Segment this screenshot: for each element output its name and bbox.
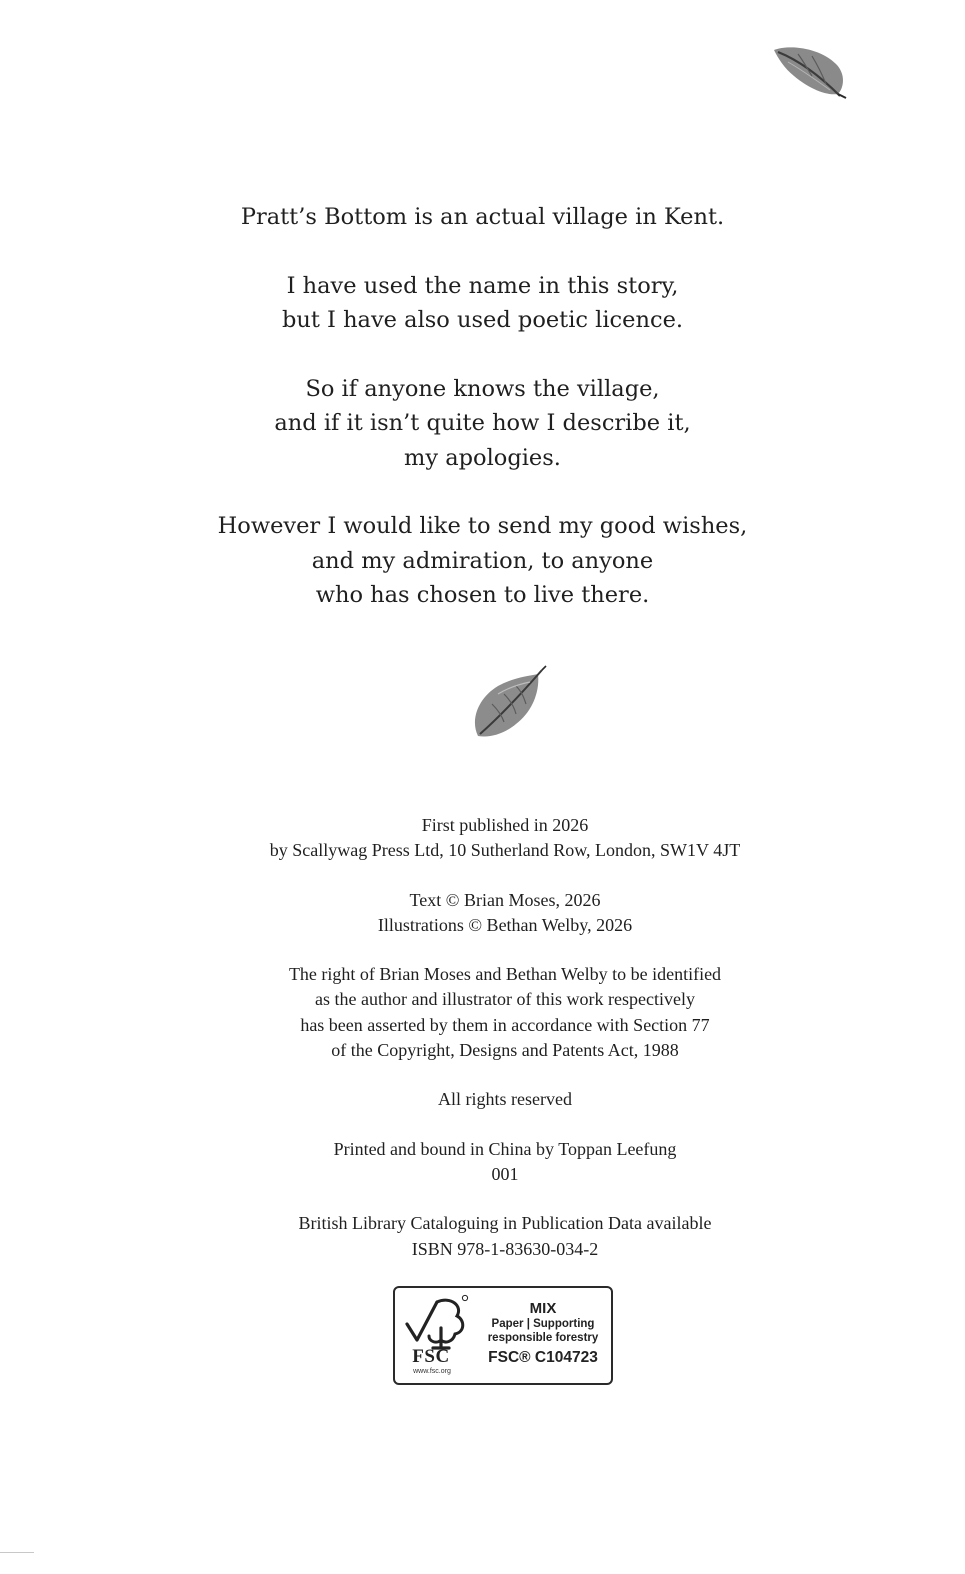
leaf-icon — [768, 40, 848, 100]
dedication-line: So if anyone knows the village, — [305, 375, 660, 402]
dedication-line: and my admiration, to anyone — [311, 547, 654, 574]
fsc-license-code: FSC® C104723 — [488, 1349, 598, 1366]
imprint-paragraph — [0, 1211, 965, 1262]
imprint-line: of the Copyright, Designs and Patents Act, 1988 — [331, 1040, 679, 1061]
fsc-wordmark: FSC — [412, 1346, 450, 1367]
dedication-line: I have used the name in this story, — [286, 272, 679, 299]
imprint-line: 001 — [491, 1163, 519, 1184]
dedication-line: but I have also used poetic licence. — [281, 307, 684, 333]
dedication-text — [0, 200, 965, 647]
imprint-paragraph — [0, 813, 965, 864]
page-edge-mark — [0, 1552, 34, 1553]
imprint-line: First published in 2026 — [421, 815, 589, 835]
dedication-paragraph — [0, 269, 965, 338]
fsc-line-1: Paper | Supporting — [491, 1318, 595, 1330]
dedication-paragraph — [0, 372, 965, 476]
dedication-line: Pratt’s Bottom is an actual village in Kent. — [240, 204, 725, 230]
imprint-line: Illustrations © Bethan Welby, 2026 — [377, 914, 633, 935]
fsc-mix-label: MIX — [529, 1300, 557, 1317]
fsc-line-2: responsible forestry — [487, 1332, 599, 1344]
imprint-line: ISBN 978-1-83630-034-2 — [411, 1238, 599, 1259]
imprint-line: The right of Brian Moses and Bethan Welby to be identified — [288, 964, 722, 985]
dedication-line: who has chosen to live there. — [315, 582, 650, 608]
dedication-line: However I would like to send my good wishes, — [217, 513, 748, 539]
fsc-certification-box — [393, 1286, 613, 1385]
imprint-line: Text © Brian Moses, 2026 — [409, 889, 601, 910]
imprint-paragraph — [0, 888, 965, 939]
imprint-paragraph — [0, 1137, 965, 1188]
imprint-paragraph — [0, 1087, 965, 1112]
imprint-line: All rights reserved — [438, 1089, 572, 1110]
dedication-line: and if it isn’t quite how I describe it, — [274, 410, 691, 436]
imprint-line: British Library Cataloguing in Publication Data available — [298, 1213, 712, 1234]
imprint-paragraph — [0, 962, 965, 1063]
fsc-url: www.fsc.org — [413, 1368, 451, 1375]
dedication-paragraph — [0, 200, 965, 235]
dedication-line: my apologies. — [404, 444, 561, 471]
imprint-line: by Scallywag Press Ltd, 10 Sutherland Row, London, SW1V 4JT — [269, 840, 741, 861]
imprint-line: as the author and illustrator of this work respectively — [315, 989, 695, 1010]
imprint-line: Printed and bound in China by Toppan Leefung — [333, 1138, 677, 1159]
leaf-icon — [468, 664, 552, 744]
fsc-label — [477, 1294, 609, 1367]
imprint-text — [0, 813, 965, 1286]
dedication-paragraph — [0, 509, 965, 613]
imprint-line: has been asserted by them in accordance with Section 77 — [300, 1014, 710, 1035]
